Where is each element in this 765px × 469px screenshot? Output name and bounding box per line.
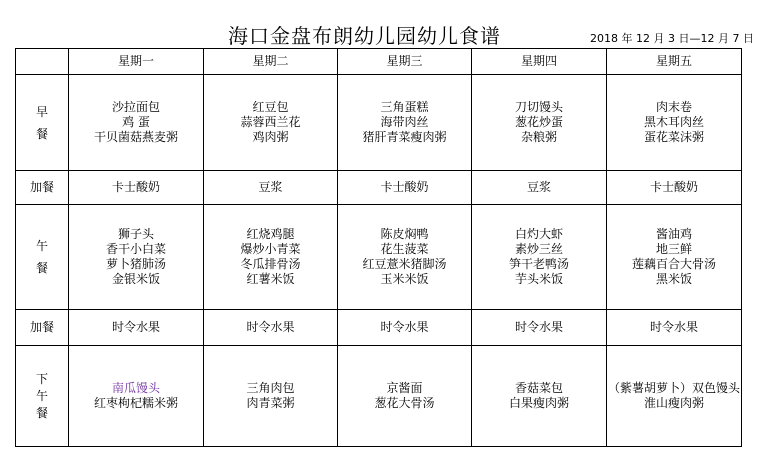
menu-cell xyxy=(69,75,204,171)
dish-item: 鸡肉粥 xyxy=(252,130,289,144)
dish-item: 红烧鸡腿 xyxy=(246,227,295,241)
dish-item: 三角肉包 xyxy=(246,381,295,395)
dish-item: 陈皮焖鸭 xyxy=(380,227,429,241)
menu-cell xyxy=(472,310,607,346)
dish-item: 香干小白菜 xyxy=(105,242,166,256)
dish-item: 金银米饭 xyxy=(111,272,160,286)
dish-item: 刀切馒头 xyxy=(514,100,563,114)
dish-item: 蒜蓉西兰花 xyxy=(240,115,301,129)
lunch-row xyxy=(16,205,742,310)
menu-cell xyxy=(607,75,742,171)
dish-item: 黑木耳肉丝 xyxy=(643,115,704,129)
dish-item: 肉末卷 xyxy=(655,100,692,114)
dish-item: 沙拉面包 xyxy=(111,100,160,114)
corner-cell xyxy=(16,49,69,75)
dish-item: 时令水果 xyxy=(246,320,295,334)
dish-item: 三角蛋糕 xyxy=(380,100,429,114)
menu-cell xyxy=(607,310,742,346)
menu-cell xyxy=(204,171,338,205)
dish-item: 时令水果 xyxy=(649,320,698,334)
meal-label-text: 下 午 餐 xyxy=(35,371,48,420)
meal-label-lunch xyxy=(16,205,69,310)
menu-cell xyxy=(472,75,607,171)
menu-cell xyxy=(472,205,607,310)
dish-item: 红薯米饭 xyxy=(246,272,295,286)
dish-item: （紫薯胡萝卜）双色馒头 xyxy=(607,381,740,395)
dish-item: 黑米饭 xyxy=(655,272,692,286)
dish-item: 干贝菌菇燕麦粥 xyxy=(93,130,178,144)
dish-item: 杂粮粥 xyxy=(520,130,557,144)
dish-item: 豆浆 xyxy=(258,180,283,194)
dish-item: 萝卜猪肺汤 xyxy=(105,257,166,271)
snack-row-afternoon xyxy=(16,310,742,346)
dish-item: 猪肝青菜瘦肉粥 xyxy=(362,130,447,144)
dish-item: 卡士酸奶 xyxy=(111,180,160,194)
dish-item: 素炒三丝 xyxy=(514,242,563,256)
day-header: 星期二 xyxy=(204,49,338,75)
menu-cell xyxy=(204,346,338,447)
menu-cell xyxy=(607,205,742,310)
dish-item: 玉米米饭 xyxy=(380,272,429,286)
dish-item: 莲藕百合大骨汤 xyxy=(631,257,716,271)
menu-cell xyxy=(69,205,204,310)
menu-cell xyxy=(69,310,204,346)
dish-item: 卡士酸奶 xyxy=(380,180,429,194)
dish-item: 淮山瘦肉粥 xyxy=(643,396,704,410)
dish-item: 时令水果 xyxy=(514,320,563,334)
menu-cell xyxy=(204,205,338,310)
dish-item: 卡士酸奶 xyxy=(649,180,698,194)
dish-item: 冬瓜排骨汤 xyxy=(240,257,301,271)
day-header: 星期四 xyxy=(472,49,607,75)
menu-cell xyxy=(338,75,472,171)
dish-item: 葱花大骨汤 xyxy=(374,396,435,410)
meal-label-text: 早 餐 xyxy=(35,104,48,141)
dish-item: 鸡 蛋 xyxy=(122,115,150,129)
menu-cell xyxy=(69,346,204,447)
meal-label-afternoon xyxy=(16,346,69,447)
dish-item: 香菇菜包 xyxy=(514,381,563,395)
dish-item: 酱油鸡 xyxy=(655,227,692,241)
menu-cell xyxy=(204,310,338,346)
meal-label-breakfast xyxy=(16,75,69,171)
dish-item: 蛋花菜沫粥 xyxy=(643,130,704,144)
dish-item: 京酱面 xyxy=(386,381,423,395)
day-header: 星期三 xyxy=(338,49,472,75)
menu-cell xyxy=(338,310,472,346)
meal-label-snack: 加餐 xyxy=(16,310,69,346)
afternoon-meal-row xyxy=(16,346,742,447)
dish-item: 白果瘦肉粥 xyxy=(508,396,569,410)
breakfast-row xyxy=(16,75,742,171)
dish-item: 笋干老鸭汤 xyxy=(508,257,569,271)
menu-cell xyxy=(472,171,607,205)
day-header: 星期五 xyxy=(607,49,742,75)
dish-item: 地三鲜 xyxy=(655,242,692,256)
menu-cell xyxy=(338,171,472,205)
meal-label-text: 午 餐 xyxy=(35,239,48,275)
dish-item: 爆炒小青菜 xyxy=(240,242,301,256)
snack-row-morning xyxy=(16,171,742,205)
dish-item: 红豆薏米猪脚汤 xyxy=(362,257,447,271)
dish-item: 豆浆 xyxy=(526,180,551,194)
header-row xyxy=(16,49,742,75)
menu-table xyxy=(15,48,742,447)
meal-label-snack: 加餐 xyxy=(16,171,69,205)
dish-item: 葱花炒蛋 xyxy=(514,115,563,129)
dish-item: 时令水果 xyxy=(111,320,160,334)
menu-cell xyxy=(338,346,472,447)
dish-item: 肉青菜粥 xyxy=(246,396,295,410)
menu-cell xyxy=(204,75,338,171)
dish-item: 海带肉丝 xyxy=(380,115,429,129)
dish-item: 狮子头 xyxy=(117,227,154,241)
dish-item: 时令水果 xyxy=(380,320,429,334)
date-range: 2018 年 12 月 3 日—12 月 7 日 xyxy=(590,32,754,45)
dish-item: 红枣枸杞糯米粥 xyxy=(93,396,178,410)
menu-cell xyxy=(472,346,607,447)
menu-cell xyxy=(69,171,204,205)
menu-cell xyxy=(338,205,472,310)
menu-cell xyxy=(607,346,742,447)
menu-cell xyxy=(607,171,742,205)
dish-item: 花生菠菜 xyxy=(380,242,429,256)
dish-item: 南瓜馒头 xyxy=(111,381,160,395)
dish-item: 白灼大虾 xyxy=(514,227,563,241)
dish-item: 芋头米饭 xyxy=(514,272,563,286)
dish-item: 红豆包 xyxy=(252,100,289,114)
page-title: 海口金盘布朗幼儿园幼儿食谱 xyxy=(228,24,501,48)
day-header: 星期一 xyxy=(69,49,204,75)
